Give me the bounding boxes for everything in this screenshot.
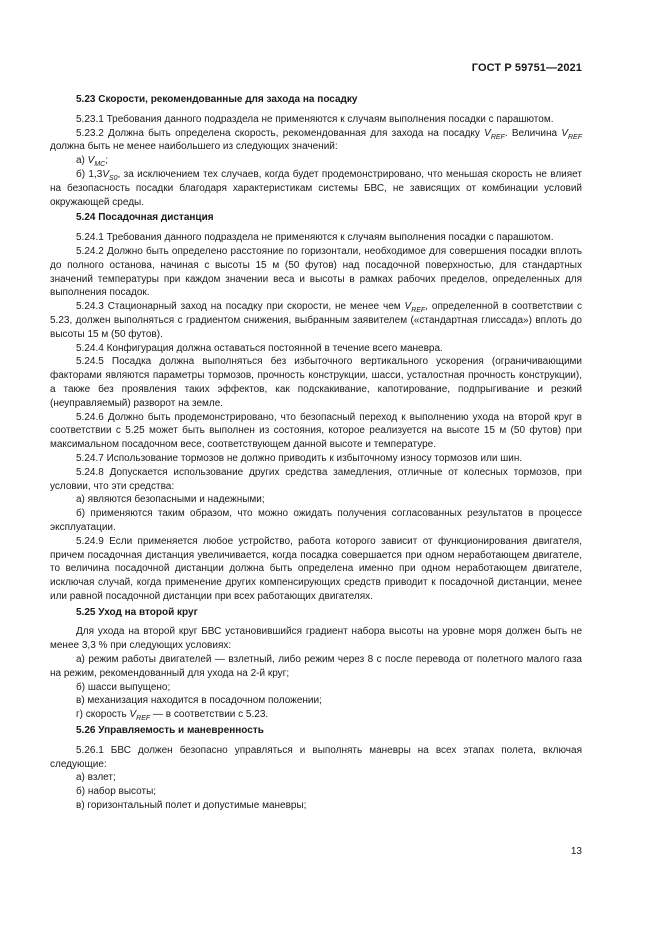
paragraph-5-24-3: 5.24.3 Стационарный заход на посадку при скорости, не менее чем $V_{REF}$, определенной в соответствии с 5.23, должен выполняться с градиентом снижения, выбранным заявителем («стандартная глиссада») вплоть до высоты 15 м (50 футов).	[50, 301, 582, 340]
list-item-5-23-2-a: а) $V_{MC}$;	[76, 155, 109, 169]
list-item-5-24-8-b: б) применяются таким образом, что можно ожидать получения согласованных результатов в процессе эксплуатации.	[50, 508, 582, 533]
page-number: 13	[570, 846, 582, 857]
list-item-5-25-c: в) механизация находится в посадочном положении;	[76, 695, 322, 707]
document-id: ГОСТ Р 59751—2021	[471, 62, 582, 74]
list-item-5-26-1-a: а) взлет;	[76, 772, 116, 784]
paragraph-5-24-6: 5.24.6 Должно быть продемонстрировано, что безопасный переход к выполнению ухода на второй круг в соответствии с 5.25 может быть выполнен из состояния, которое реализуется на высоте 15 м (50 футов) при максимальном посадочном весе, соответствующем данной высоте и температуре.	[50, 411, 582, 451]
section-5-25-title: 5.25 Уход на второй круг	[76, 606, 198, 618]
paragraph-5-24-5: 5.24.5 Посадка должна выполняться без избыточного вертикального ускорения (ограничивающими факторами являются параметры тормозов, прочность конструкции, шасси, усталостная прочность конструкции), а также без проявления таких эффектов, как подскакивание, капотирование, подпрыгивание и резкий (неуправляемый) разворот на земле.	[50, 356, 582, 409]
section-5-24-title: 5.24 Посадочная дистанция	[76, 212, 214, 224]
paragraph-5-25: Для ухода на второй круг БВС установившийся градиент набора высоты на уровне моря должен быть не менее 3,3 % при следующих условиях:	[50, 626, 582, 652]
section-5-23-title: 5.23 Скорости, рекомендованные для захода на посадку	[76, 94, 358, 105]
paragraph-5-24-9: 5.24.9 Если применяется любое устройство, работа которого зависит от функционирования двигателя, причем посадочная дистанция увеличивается, когда посадка совершается при одном неработающем двигателе, то величина посадочной дистанции должна быть определена именно при одном неработающем двигателе, исключая случай, когда применение других компенсирующих средств приводит к посадочной дистанции, менее или равной посадочной дистанции при всех работающих двигателях.	[50, 535, 582, 602]
list-item-5-24-8-a: а) являются безопасными и надежными;	[76, 494, 265, 506]
paragraph-5-23-1: 5.23.1 Требования данного подраздела не применяются к случаям выполнения посадки с парашютом.	[76, 113, 554, 125]
list-item-5-25-d: г) скорость $V_{REF}$ — в соответствии с 5.23.	[76, 709, 269, 723]
list-item-5-23-2-b: б) $1,3V_{S0}$, за исключением тех случаев, когда будет продемонстрировано, что меньшая скорость не влияет на безопасность посадки благодаря характеристикам системы БВС, не зависящих от комбинации условий окружающей среды.	[50, 168, 582, 208]
paragraph-5-24-8: 5.24.8 Допускается использование других средства замедления, отличные от колесных тормозов, при условии, что эти средства:	[50, 466, 582, 492]
document-body	[50, 91, 582, 813]
paragraph-5-24-1: 5.24.1 Требования данного подраздела не применяются к случаям выполнения посадки с парашютом.	[76, 232, 554, 244]
paragraph-5-26-1: 5.26.1 БВС должен безопасно управляться и выполнять маневры на всех этапах полета, включая следующие:	[50, 744, 582, 770]
list-item-5-26-1-c: в) горизонтальный полет и допустимые маневры;	[76, 800, 307, 812]
paragraph-5-23-2: 5.23.2 Должна быть определена скорость, рекомендованная для захода на посадку $V_{REF}$. Величина $V_{REF}$ должна быть не менее наибольшего из следующих значений:	[50, 127, 582, 153]
list-item-5-25-b: б) шасси выпущено;	[76, 681, 171, 693]
paragraph-5-24-4: 5.24.4 Конфигурация должна оставаться постоянной в течение всего маневра.	[76, 342, 443, 354]
section-5-26-title: 5.26 Управляемость и маневренность	[76, 725, 264, 737]
paragraph-5-24-2: 5.24.2 Должно быть определено расстояние по горизонтали, необходимое для совершения посадки вплоть до полного останова, начиная с высоты 15 м (50 футов) над посадочной поверхностью, для стандартных значений температуры при каждом значении веса и высоты в рамках рабочих пределов, определенных для выполнения посадок.	[50, 245, 582, 299]
paragraph-5-24-7: 5.24.7 Использование тормозов не должно приводить к избыточному износу тормозов или шин.	[76, 452, 523, 464]
list-item-5-25-a: а) режим работы двигателей — взлетный, либо режим через 8 с после перевода от полетного малого газа на режим, рекомендованный для ухода на 2-й круг;	[50, 654, 582, 679]
list-item-5-26-1-b: б) набор высоты;	[76, 786, 157, 798]
